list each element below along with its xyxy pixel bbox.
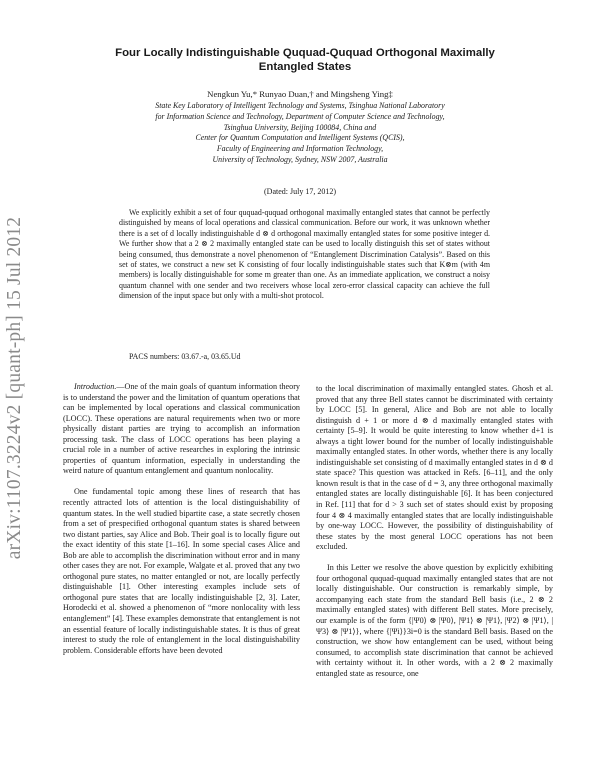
body-column-right xyxy=(316,384,553,679)
date-line: (Dated: July 17, 2012) xyxy=(264,187,336,196)
body-column-left xyxy=(63,382,300,656)
paragraph xyxy=(316,563,553,679)
affiliation-line: University of Technology, Sydney, NSW 2007, Australia xyxy=(212,154,388,164)
paragraph-text: One fundamental topic among these lines of research that has recently attracted lots of attention is the local distinguishability of quantum states. In the well studied bipartite case, a state secretly chosen from a set of prespecified orthogonal quantum states is shared between two distant parties, say Alice and Bob. Their goal is to locally figure out the exact identity of this state [1–16]. In some special cases Alice and Bob are able to accomplish the discrimination without error and in many other cases they are not. For example, Walgate et al. proved that any two orthogonal pure states, no matter entangled or not, are locally perfectly distinguishable [1]. Other interesting examples include sets of orthogonal pure states that are locally indistinguishable [2, 3]. Later, Horodecki et al. showed a phenomenon of “more nonlocality with less entanglement” [4]. These examples demonstrate that entanglement is not an essential feature of locally indistinguishable states. It is thus of great interest to study the role of entanglement in the local distinguishability problem. Considerable efforts have been devoted xyxy=(63,487,300,655)
author-list: Nengkun Yu,* Runyao Duan,† and Mingsheng Ying‡ xyxy=(207,89,393,99)
abstract: We explicitly exhibit a set of four ququad-ququad orthogonal maximally entangled states that cannot be perfectly distinguished by means of local operations and classical communication. Before our work, it was unknown whether there is a set of d locally indistinguishable d ⊗ d orthogonal maximally entangled states for some positive integer d. We further show that a 2 ⊗ 2 maximally entangled state can be used to locally distinguish this set of states without being consumed, thus demonstrate a novel phenomenon of “Entanglement Discrimination Catalysis”. Based on this set of states, we construct a new set K consisting of four locally indistinguishable states such that K⊗m (with 4m members) is locally distinguishable for some m greater than one. As an immediate application, we construct a noisy quantum channel with one sender and two receivers whose local zero-error classical capacity can achieve the full dimension of the input space but only with a multi-shot protocol. xyxy=(119,208,490,301)
affiliation-line: Center for Quantum Computation and Intelligent Systems (QCIS), xyxy=(195,133,405,143)
arxiv-identifier[interactable]: arXiv:1107.3224v2 [quant-ph] 15 Jul 2012 xyxy=(4,216,25,560)
paragraph-text: In this Letter we resolve the above question by explicitly exhibiting four orthogonal ququad-ququad maximally entangled states that are not locally distinguishable. Our construction is remarkably simple, by accompanying each state from the standard Bell basis (i.e., 2 ⊗ 2 maximally entangled states) with different Bell states. More precisely, our example is of the form {|Ψ0⟩ ⊗ |Ψ0⟩, |Ψ1⟩ ⊗ |Ψ1⟩, |Ψ2⟩ ⊗ |Ψ1⟩, |Ψ3⟩ ⊗ |Ψ1⟩}, where {|Ψi⟩}3i=0 is the standard Bell basis. Based on the construction, we show how entanglement can be used, without being consumed, to accomplish state discrimination that cannot be achieved with certainty without it. In other words, with a 2 ⊗ 2 maximally entangled state as resource, one xyxy=(316,563,553,678)
affiliation-line: Faculty of Engineering and Information Technology, xyxy=(216,144,384,154)
affiliation-line: Tsinghua University, Beijing 100084, China and xyxy=(223,122,377,132)
paragraph xyxy=(316,384,553,553)
pacs-numbers: PACS numbers: 03.67.-a, 03.65.Ud xyxy=(129,352,241,361)
affiliation-line: for Information Science and Technology, Department of Computer Science and Technology, xyxy=(155,111,445,121)
paragraph-text: —One of the main goals of quantum information theory is to understand the power and the limitation of quantum operations that can be implemented by local operations and classical communication (LOCC). These operations are natural requirements when two or more physically distant parties are trying to accomplish an information processing task. The class of LOCC operations has been playing a crucial role in a number of active researches in exploring the intrinsic properties of quantum information, especially in understanding the weird nature of quantum entanglement and quantum nonlocality. xyxy=(63,382,300,476)
affiliations xyxy=(60,101,540,166)
paragraph-text: to the local discrimination of maximally entangled states. Ghosh et al. proved that any three Bell states cannot be discriminated with certainty by LOCC [5]. In general, Alice and Bob are not able to locally distinguish d + 1 or more d ⊗ d maximally entangled states with certainty [5–9]. It would be quite interesting to know whether d+1 is always a tight lower bound for the number of locally indistinguishable maximally entangled states. In other words, whether there is any locally indistinguishable set consisting of d maximally entangled states in d ⊗ d state space? This question was attacked in Refs. [6–11], and the only known result is that in the case of d = 3, any three orthogonal maximally entangled states are locally distinguishable [6]. It has been conjectured in Ref. [11] that for d > 3 such set of states should exist by proposing four 4 ⊗ 4 maximally entangled states that are locally indistinguishable by one-way LOCC. However, the possibility of distinguishability of these states by the most general LOCC operations has not been excluded. xyxy=(316,384,553,552)
paragraph xyxy=(63,382,300,477)
affiliation-line: State Key Laboratory of Intelligent Technology and Systems, Tsinghua National Laboratory xyxy=(155,101,445,110)
paper-title: Four Locally Indistinguishable Ququad-Ququad Orthogonal Maximally Entangled States xyxy=(115,47,495,73)
paragraph xyxy=(63,487,300,656)
section-lead: Introduction. xyxy=(74,382,117,391)
